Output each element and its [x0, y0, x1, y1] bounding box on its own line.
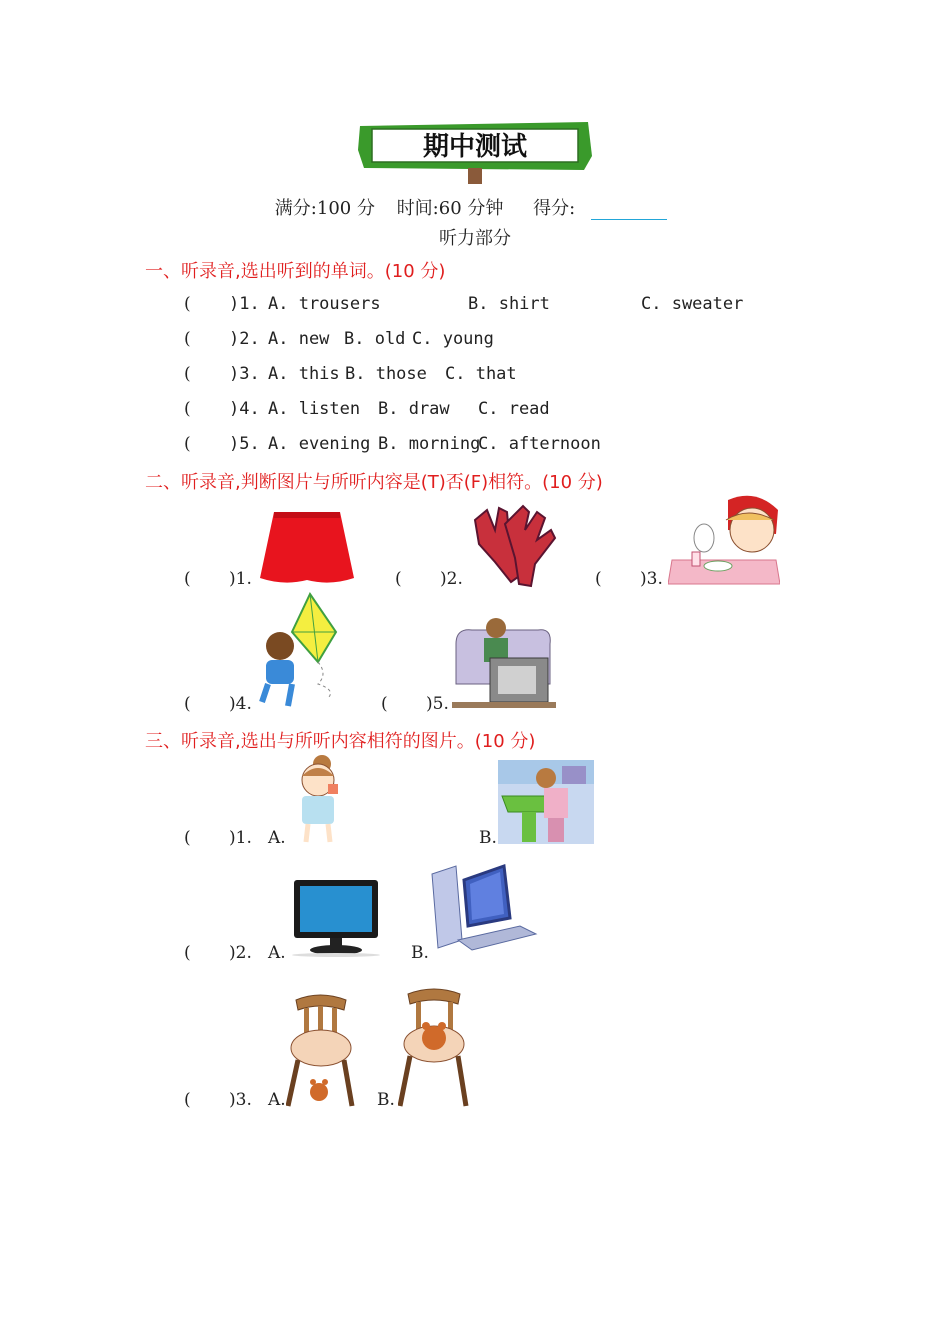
girl-washing-face-picture[interactable] — [498, 760, 594, 844]
option-b-label[interactable]: B. — [411, 943, 429, 963]
section1-heading: 一、听录音,选出听到的单词。(10 分) — [145, 261, 446, 282]
option-a[interactable]: A. trousers — [268, 294, 381, 314]
s1-question-2: ( )2. A. new B. old C. young — [184, 329, 494, 349]
option-a-label[interactable]: A. — [268, 943, 286, 963]
s2-paren-3[interactable]: ( — [595, 569, 602, 589]
s2-paren-5[interactable]: ( — [381, 694, 388, 714]
s1-question-5: ( )5. A. evening B. morning C. afternoon — [184, 434, 601, 454]
option-b-label[interactable]: B. — [479, 828, 497, 848]
chair-bear-under-picture[interactable] — [286, 992, 356, 1108]
page-title: 期中测试 — [422, 132, 528, 162]
option-a-label[interactable]: A. — [268, 1090, 286, 1110]
option-c[interactable]: C. that — [445, 364, 517, 384]
section2-heading: 二、听录音,判断图片与所听内容是(T)否(F)相符。(10 分) — [145, 472, 603, 493]
option-b[interactable]: B. morning — [378, 434, 481, 454]
s2-paren-4[interactable]: ( — [184, 694, 191, 714]
title-board — [358, 120, 594, 186]
s3-paren-2[interactable]: ( — [184, 943, 191, 963]
option-b[interactable]: B. old — [344, 329, 406, 349]
s1-question-4: ( )4. A. listen B. draw C. read — [184, 399, 550, 419]
section3-heading: 三、听录音,选出与所听内容相符的图片。(10 分) — [145, 731, 536, 752]
computer-picture[interactable] — [428, 860, 540, 956]
answer-paren[interactable]: ( — [184, 294, 191, 314]
full-marks: 满分:100 分 — [274, 198, 375, 219]
option-c[interactable]: C. afternoon — [478, 434, 601, 454]
option-b[interactable]: B. draw — [378, 399, 450, 419]
part-title: 听力部分 — [439, 228, 511, 249]
s1-question-1: ( )1. A. trousers B. shirt C. sweater — [184, 294, 744, 314]
answer-paren[interactable]: ( — [184, 434, 191, 454]
chair-bear-on-picture[interactable] — [398, 986, 470, 1108]
girl-eating-picture — [668, 490, 780, 586]
gloves-picture — [465, 500, 557, 588]
time-limit: 时间:60 分钟 — [396, 198, 504, 219]
option-b-label[interactable]: B. — [377, 1090, 395, 1110]
s3-paren-1[interactable]: ( — [184, 828, 191, 848]
answer-paren[interactable]: ( — [184, 329, 191, 349]
s1-question-3: ( )3. A. this B. those C. that — [184, 364, 517, 384]
score-label: 得分: — [533, 198, 576, 219]
option-c[interactable]: C. read — [478, 399, 550, 419]
option-b[interactable]: B. those — [345, 364, 427, 384]
option-a[interactable]: A. listen — [268, 399, 361, 419]
man-watching-tv-picture — [452, 614, 556, 710]
option-b[interactable]: B. shirt — [468, 294, 550, 314]
s3-paren-3[interactable]: ( — [184, 1090, 191, 1110]
option-c[interactable]: C. sweater — [641, 294, 744, 314]
girl-brushing-teeth-picture[interactable] — [288, 754, 348, 844]
boy-kite-picture — [258, 592, 354, 712]
option-a-label[interactable]: A. — [268, 828, 286, 848]
option-a[interactable]: A. this — [268, 364, 340, 384]
score-blank[interactable] — [591, 201, 667, 220]
s2-paren-1[interactable]: ( — [184, 569, 191, 589]
option-a[interactable]: A. new — [268, 329, 330, 349]
answer-paren[interactable]: ( — [184, 399, 191, 419]
answer-paren[interactable]: ( — [184, 364, 191, 384]
option-c[interactable]: C. young — [412, 329, 494, 349]
option-a[interactable]: A. evening — [268, 434, 371, 454]
s2-paren-2[interactable]: ( — [395, 569, 402, 589]
score-line — [0, 194, 950, 220]
monitor-picture[interactable] — [290, 876, 386, 958]
skirt-picture — [258, 510, 356, 586]
